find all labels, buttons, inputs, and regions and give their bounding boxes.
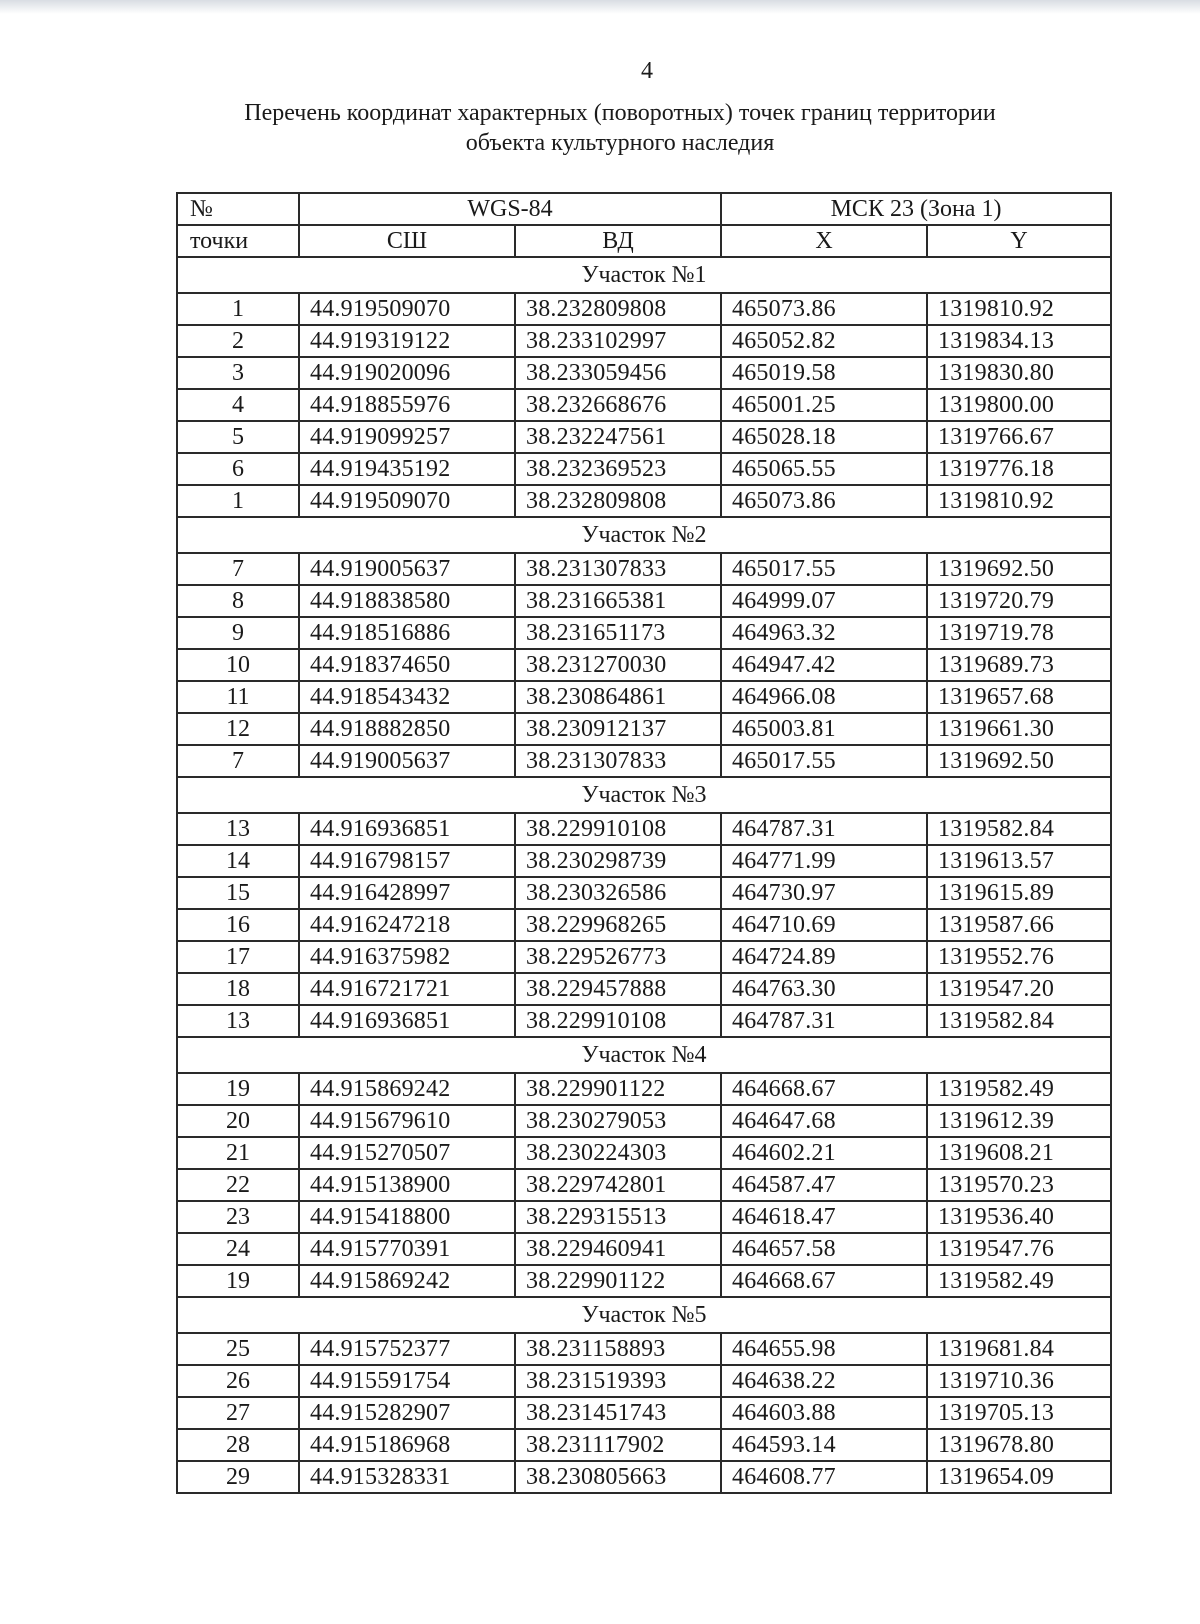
longitude-cell: 38.231519393 — [515, 1365, 721, 1397]
table-row — [177, 1073, 1111, 1105]
table-row — [177, 357, 1111, 389]
latitude-cell: 44.918543432 — [299, 681, 515, 713]
table-row — [177, 973, 1111, 1005]
point-number-cell: 7 — [177, 745, 299, 777]
table-row — [177, 1105, 1111, 1137]
x-cell: 464618.47 — [721, 1201, 927, 1233]
coordinates-table — [176, 192, 1112, 1494]
longitude-cell: 38.230279053 — [515, 1105, 721, 1137]
x-cell: 464593.14 — [721, 1429, 927, 1461]
table-body — [177, 257, 1111, 1493]
table-row — [177, 325, 1111, 357]
point-number-cell: 12 — [177, 713, 299, 745]
point-number-cell: 9 — [177, 617, 299, 649]
y-cell: 1319810.92 — [927, 485, 1111, 517]
section-row — [177, 1297, 1111, 1333]
title-line-2: объекта культурного наследия — [465, 130, 775, 156]
table-row — [177, 1005, 1111, 1037]
longitude-cell: 38.232668676 — [515, 389, 721, 421]
x-cell: 464730.97 — [721, 877, 927, 909]
table-row — [177, 909, 1111, 941]
point-number-cell: 14 — [177, 845, 299, 877]
y-cell: 1319587.66 — [927, 909, 1111, 941]
longitude-cell: 38.229460941 — [515, 1233, 721, 1265]
latitude-cell: 44.916936851 — [299, 1005, 515, 1037]
longitude-cell: 38.229901122 — [515, 1265, 721, 1297]
table-row — [177, 453, 1111, 485]
longitude-cell: 38.231270030 — [515, 649, 721, 681]
x-cell: 465028.18 — [721, 421, 927, 453]
point-number-cell: 15 — [177, 877, 299, 909]
point-number-cell: 20 — [177, 1105, 299, 1137]
x-cell: 465017.55 — [721, 745, 927, 777]
point-number-cell: 28 — [177, 1429, 299, 1461]
longitude-cell: 38.232369523 — [515, 453, 721, 485]
section-row — [177, 777, 1111, 813]
latitude-cell: 44.916428997 — [299, 877, 515, 909]
x-cell: 464763.30 — [721, 973, 927, 1005]
point-number-cell: 24 — [177, 1233, 299, 1265]
latitude-cell: 44.916936851 — [299, 813, 515, 845]
longitude-cell: 38.229742801 — [515, 1169, 721, 1201]
table-row — [177, 745, 1111, 777]
section-row — [177, 1037, 1111, 1073]
section-title: Участок №2 — [177, 517, 1111, 553]
point-number-cell: 2 — [177, 325, 299, 357]
longitude-cell: 38.229526773 — [515, 941, 721, 973]
table-row — [177, 553, 1111, 585]
table-row — [177, 389, 1111, 421]
msk23-header: МСК 23 (Зона 1) — [721, 193, 1111, 225]
x-cell: 464602.21 — [721, 1137, 927, 1169]
point-number-cell: 17 — [177, 941, 299, 973]
latitude-cell: 44.919099257 — [299, 421, 515, 453]
point-number-cell: 13 — [177, 1005, 299, 1037]
table-row — [177, 877, 1111, 909]
table-row — [177, 1265, 1111, 1297]
longitude-cell: 38.230864861 — [515, 681, 721, 713]
y-cell: 1319766.67 — [927, 421, 1111, 453]
longitude-cell: 38.229315513 — [515, 1201, 721, 1233]
longitude-cell: 38.229457888 — [515, 973, 721, 1005]
x-cell: 464668.67 — [721, 1073, 927, 1105]
point-number-cell: 21 — [177, 1137, 299, 1169]
y-cell: 1319692.50 — [927, 553, 1111, 585]
latitude-cell: 44.915869242 — [299, 1265, 515, 1297]
x-cell: 465052.82 — [721, 325, 927, 357]
x-cell: 465073.86 — [721, 293, 927, 325]
point-number-cell: 5 — [177, 421, 299, 453]
table-row — [177, 681, 1111, 713]
latitude-cell: 44.915328331 — [299, 1461, 515, 1493]
y-cell: 1319710.36 — [927, 1365, 1111, 1397]
table-row — [177, 1333, 1111, 1365]
y-header: Y — [927, 225, 1111, 257]
point-number-cell: 23 — [177, 1201, 299, 1233]
y-cell: 1319689.73 — [927, 649, 1111, 681]
point-number-cell: 1 — [177, 293, 299, 325]
y-cell: 1319582.84 — [927, 813, 1111, 845]
longitude-cell: 38.229901122 — [515, 1073, 721, 1105]
table-row — [177, 485, 1111, 517]
scan-edge — [0, 0, 1200, 14]
y-cell: 1319654.09 — [927, 1461, 1111, 1493]
longitude-cell: 38.233102997 — [515, 325, 721, 357]
point-number-cell: 26 — [177, 1365, 299, 1397]
longitude-cell: 38.231451743 — [515, 1397, 721, 1429]
y-cell: 1319552.76 — [927, 941, 1111, 973]
y-cell: 1319547.76 — [927, 1233, 1111, 1265]
y-cell: 1319719.78 — [927, 617, 1111, 649]
latitude-cell: 44.919319122 — [299, 325, 515, 357]
point-number-cell: 22 — [177, 1169, 299, 1201]
y-cell: 1319834.13 — [927, 325, 1111, 357]
longitude-cell: 38.231665381 — [515, 585, 721, 617]
y-cell: 1319800.00 — [927, 389, 1111, 421]
point-number-cell: 18 — [177, 973, 299, 1005]
x-cell: 464638.22 — [721, 1365, 927, 1397]
y-cell: 1319582.49 — [927, 1073, 1111, 1105]
latitude-cell: 44.916721721 — [299, 973, 515, 1005]
latitude-cell: 44.919509070 — [299, 485, 515, 517]
table-row — [177, 1397, 1111, 1429]
longitude-cell: 38.231307833 — [515, 553, 721, 585]
latitude-cell: 44.915869242 — [299, 1073, 515, 1105]
y-cell: 1319681.84 — [927, 1333, 1111, 1365]
table-row — [177, 845, 1111, 877]
latitude-cell: 44.915186968 — [299, 1429, 515, 1461]
longitude-cell: 38.232809808 — [515, 485, 721, 517]
longitude-cell: 38.230224303 — [515, 1137, 721, 1169]
y-cell: 1319678.80 — [927, 1429, 1111, 1461]
table-row — [177, 713, 1111, 745]
point-number-cell: 13 — [177, 813, 299, 845]
latitude-cell: 44.918838580 — [299, 585, 515, 617]
y-cell: 1319582.84 — [927, 1005, 1111, 1037]
x-cell: 464963.32 — [721, 617, 927, 649]
page-number: 4 — [641, 58, 653, 84]
point-number-cell: 25 — [177, 1333, 299, 1365]
y-cell: 1319705.13 — [927, 1397, 1111, 1429]
latitude-cell: 44.915138900 — [299, 1169, 515, 1201]
y-cell: 1319547.20 — [927, 973, 1111, 1005]
point-number-cell: 19 — [177, 1073, 299, 1105]
x-cell: 465065.55 — [721, 453, 927, 485]
x-cell: 465073.86 — [721, 485, 927, 517]
table-row — [177, 1233, 1111, 1265]
latitude-cell: 44.918882850 — [299, 713, 515, 745]
latitude-cell: 44.915270507 — [299, 1137, 515, 1169]
y-cell: 1319692.50 — [927, 745, 1111, 777]
document-title — [0, 98, 1200, 158]
y-cell: 1319570.23 — [927, 1169, 1111, 1201]
longitude-cell: 38.232247561 — [515, 421, 721, 453]
y-cell: 1319608.21 — [927, 1137, 1111, 1169]
section-row — [177, 517, 1111, 553]
title-line-1: Перечень координат характерных (поворотных) точек границ территории — [244, 100, 996, 126]
section-title: Участок №1 — [177, 257, 1111, 293]
x-cell: 465019.58 — [721, 357, 927, 389]
x-cell: 464655.98 — [721, 1333, 927, 1365]
y-cell: 1319615.89 — [927, 877, 1111, 909]
x-cell: 464647.68 — [721, 1105, 927, 1137]
table-row — [177, 1461, 1111, 1493]
x-cell: 464966.08 — [721, 681, 927, 713]
x-cell: 464771.99 — [721, 845, 927, 877]
longitude-cell: 38.229968265 — [515, 909, 721, 941]
longitude-cell: 38.230805663 — [515, 1461, 721, 1493]
y-cell: 1319613.57 — [927, 845, 1111, 877]
latitude-cell: 44.915418800 — [299, 1201, 515, 1233]
section-row — [177, 257, 1111, 293]
y-cell: 1319810.92 — [927, 293, 1111, 325]
latitude-cell: 44.915679610 — [299, 1105, 515, 1137]
longitude-cell: 38.231651173 — [515, 617, 721, 649]
latitude-header: СШ — [299, 225, 515, 257]
table-row — [177, 1365, 1111, 1397]
table-row — [177, 617, 1111, 649]
latitude-cell: 44.919509070 — [299, 293, 515, 325]
table-row — [177, 1201, 1111, 1233]
longitude-cell: 38.232809808 — [515, 293, 721, 325]
table-row — [177, 649, 1111, 681]
x-cell: 464947.42 — [721, 649, 927, 681]
point-number-cell: 1 — [177, 485, 299, 517]
point-number-cell: 8 — [177, 585, 299, 617]
point-label-header: точки — [177, 225, 299, 257]
x-cell: 464668.67 — [721, 1265, 927, 1297]
longitude-cell: 38.230912137 — [515, 713, 721, 745]
latitude-cell: 44.919435192 — [299, 453, 515, 485]
latitude-cell: 44.915282907 — [299, 1397, 515, 1429]
x-cell: 464710.69 — [721, 909, 927, 941]
y-cell: 1319612.39 — [927, 1105, 1111, 1137]
table-row — [177, 585, 1111, 617]
table-row — [177, 1169, 1111, 1201]
point-number-cell: 7 — [177, 553, 299, 585]
x-cell: 465001.25 — [721, 389, 927, 421]
latitude-cell: 44.918855976 — [299, 389, 515, 421]
y-cell: 1319776.18 — [927, 453, 1111, 485]
latitude-cell: 44.918516886 — [299, 617, 515, 649]
x-cell: 464787.31 — [721, 1005, 927, 1037]
y-cell: 1319657.68 — [927, 681, 1111, 713]
x-cell: 464787.31 — [721, 813, 927, 845]
point-number-cell: 29 — [177, 1461, 299, 1493]
latitude-cell: 44.919020096 — [299, 357, 515, 389]
latitude-cell: 44.916375982 — [299, 941, 515, 973]
latitude-cell: 44.919005637 — [299, 553, 515, 585]
table-row — [177, 813, 1111, 845]
point-number-cell: 10 — [177, 649, 299, 681]
point-number-cell: 3 — [177, 357, 299, 389]
longitude-cell: 38.230326586 — [515, 877, 721, 909]
point-number-cell: 27 — [177, 1397, 299, 1429]
longitude-cell: 38.231117902 — [515, 1429, 721, 1461]
x-cell: 464608.77 — [721, 1461, 927, 1493]
section-title: Участок №5 — [177, 1297, 1111, 1333]
latitude-cell: 44.915591754 — [299, 1365, 515, 1397]
longitude-cell: 38.231158893 — [515, 1333, 721, 1365]
longitude-cell: 38.231307833 — [515, 745, 721, 777]
table-row — [177, 421, 1111, 453]
table-row — [177, 1137, 1111, 1169]
point-number-cell: 4 — [177, 389, 299, 421]
y-cell: 1319582.49 — [927, 1265, 1111, 1297]
table-row — [177, 293, 1111, 325]
x-cell: 464724.89 — [721, 941, 927, 973]
point-number-header: № — [177, 193, 299, 225]
latitude-cell: 44.916798157 — [299, 845, 515, 877]
point-number-cell: 19 — [177, 1265, 299, 1297]
longitude-cell: 38.229910108 — [515, 813, 721, 845]
x-header: X — [721, 225, 927, 257]
y-cell: 1319830.80 — [927, 357, 1111, 389]
table-row — [177, 941, 1111, 973]
x-cell: 464603.88 — [721, 1397, 927, 1429]
latitude-cell: 44.919005637 — [299, 745, 515, 777]
longitude-cell: 38.229910108 — [515, 1005, 721, 1037]
latitude-cell: 44.918374650 — [299, 649, 515, 681]
latitude-cell: 44.915752377 — [299, 1333, 515, 1365]
longitude-header: ВД — [515, 225, 721, 257]
longitude-cell: 38.233059456 — [515, 357, 721, 389]
x-cell: 464999.07 — [721, 585, 927, 617]
section-title: Участок №4 — [177, 1037, 1111, 1073]
y-cell: 1319661.30 — [927, 713, 1111, 745]
x-cell: 464587.47 — [721, 1169, 927, 1201]
section-title: Участок №3 — [177, 777, 1111, 813]
point-number-cell: 6 — [177, 453, 299, 485]
point-number-cell: 16 — [177, 909, 299, 941]
wgs84-header: WGS-84 — [299, 193, 721, 225]
latitude-cell: 44.915770391 — [299, 1233, 515, 1265]
x-cell: 465003.81 — [721, 713, 927, 745]
x-cell: 465017.55 — [721, 553, 927, 585]
y-cell: 1319720.79 — [927, 585, 1111, 617]
latitude-cell: 44.916247218 — [299, 909, 515, 941]
y-cell: 1319536.40 — [927, 1201, 1111, 1233]
point-number-cell: 11 — [177, 681, 299, 713]
table-row — [177, 1429, 1111, 1461]
longitude-cell: 38.230298739 — [515, 845, 721, 877]
x-cell: 464657.58 — [721, 1233, 927, 1265]
